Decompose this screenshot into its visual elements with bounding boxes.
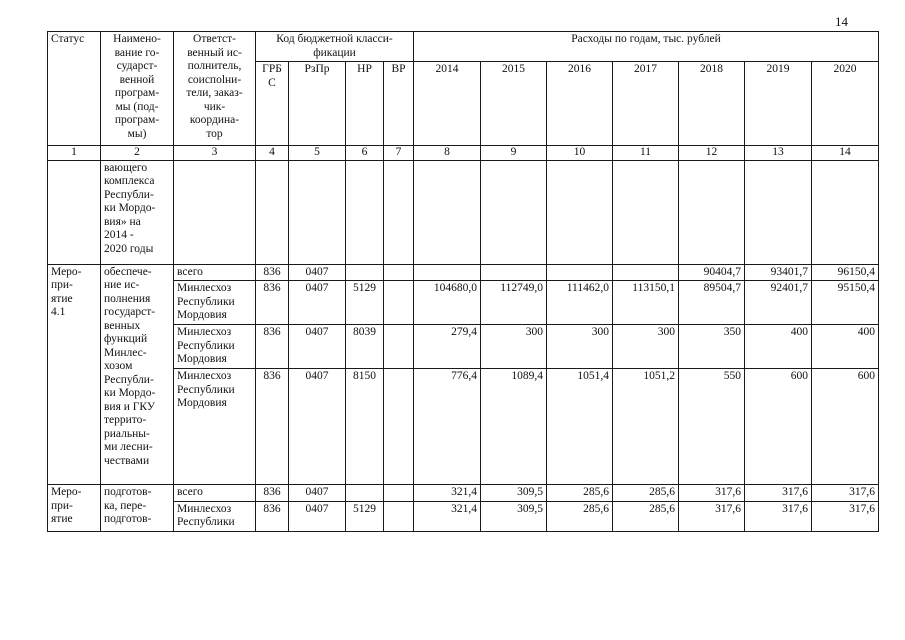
executor-cell: Минлесхоз Республики Мордовия xyxy=(174,369,256,485)
nr-cell: 8150 xyxy=(346,369,384,485)
page-number: 14 xyxy=(835,14,848,29)
year-value-cell: 300 xyxy=(547,325,613,369)
header-year: 2016 xyxy=(547,62,613,146)
year-value-cell: 317,6 xyxy=(812,485,879,502)
year-value-cell: 90404,7 xyxy=(679,264,745,281)
year-value-cell xyxy=(414,264,481,281)
column-number: 14 xyxy=(812,146,879,161)
executor-cell: всего xyxy=(174,264,256,281)
empty-cell xyxy=(384,160,414,264)
year-value-cell: 93401,7 xyxy=(745,264,812,281)
header-rzpr: РзПр xyxy=(289,62,346,146)
year-value-cell: 279,4 xyxy=(414,325,481,369)
vr-cell xyxy=(384,485,414,502)
header-year: 2014 xyxy=(414,62,481,146)
activity-status: Меро- при- ятие 4.1 xyxy=(48,264,101,485)
activity-name: обеспече- ние ис- полнения государст- венных функций Минлес- хозом Республи- ки Мордо- вия и ГКУ террито- риальны- ми лесни- чествами xyxy=(101,264,174,485)
year-value-cell: 1051,4 xyxy=(547,369,613,485)
year-value-cell: 89504,7 xyxy=(679,281,745,325)
header-year: 2018 xyxy=(679,62,745,146)
column-number: 5 xyxy=(289,146,346,161)
year-value-cell: 400 xyxy=(812,325,879,369)
year-value-cell: 1089,4 xyxy=(481,369,547,485)
year-value-cell: 400 xyxy=(745,325,812,369)
grbs-cell: 836 xyxy=(256,501,289,531)
executor-cell: Минлесхоз Республики xyxy=(174,501,256,531)
year-value-cell: 317,6 xyxy=(679,485,745,502)
grbs-cell: 836 xyxy=(256,485,289,502)
header-status: Статус xyxy=(48,32,101,146)
year-value-cell: 111462,0 xyxy=(547,281,613,325)
header-row xyxy=(48,32,879,62)
year-value-cell: 104680,0 xyxy=(414,281,481,325)
year-value-cell: 112749,0 xyxy=(481,281,547,325)
empty-cell xyxy=(414,160,481,264)
table-row xyxy=(48,485,879,502)
table-row xyxy=(48,264,879,281)
vr-cell xyxy=(384,264,414,281)
vr-cell xyxy=(384,501,414,531)
header-grbs: ГРБ С xyxy=(256,62,289,146)
column-number: 7 xyxy=(384,146,414,161)
header-year: 2017 xyxy=(613,62,679,146)
grbs-cell: 836 xyxy=(256,325,289,369)
year-value-cell: 285,6 xyxy=(547,501,613,531)
continuation-row xyxy=(48,160,879,264)
header-name: Наимено- вание го- сударст- венной програм- мы (под- програм- мы) xyxy=(101,32,174,146)
rzpr-cell: 0407 xyxy=(289,281,346,325)
rzpr-cell: 0407 xyxy=(289,485,346,502)
activity-name: подготов- ка, пере- подготов- xyxy=(101,485,174,532)
empty-cell xyxy=(174,160,256,264)
empty-cell xyxy=(289,160,346,264)
rzpr-cell: 0407 xyxy=(289,264,346,281)
nr-cell: 5129 xyxy=(346,281,384,325)
year-value-cell: 95150,4 xyxy=(812,281,879,325)
year-value-cell: 285,6 xyxy=(613,485,679,502)
year-value-cell: 1051,2 xyxy=(613,369,679,485)
year-value-cell: 285,6 xyxy=(547,485,613,502)
budget-table xyxy=(47,31,879,532)
year-value-cell: 350 xyxy=(679,325,745,369)
activity-status: Меро- при- ятие xyxy=(48,485,101,532)
column-number: 6 xyxy=(346,146,384,161)
year-value-cell: 776,4 xyxy=(414,369,481,485)
header-year: 2015 xyxy=(481,62,547,146)
header-expenses: Расходы по годам, тыс. рублей xyxy=(414,32,879,62)
column-number: 3 xyxy=(174,146,256,161)
column-number: 8 xyxy=(414,146,481,161)
year-value-cell xyxy=(481,264,547,281)
rzpr-cell: 0407 xyxy=(289,325,346,369)
column-number: 1 xyxy=(48,146,101,161)
header-executor: Ответст- венный ис- полнитель, соиспolни- тели, заказ- чик- координа- тор xyxy=(174,32,256,146)
year-value-cell: 550 xyxy=(679,369,745,485)
header-year: 2019 xyxy=(745,62,812,146)
grbs-cell: 836 xyxy=(256,264,289,281)
empty-cell xyxy=(256,160,289,264)
empty-cell xyxy=(613,160,679,264)
grbs-cell: 836 xyxy=(256,281,289,325)
column-number: 4 xyxy=(256,146,289,161)
empty-cell xyxy=(481,160,547,264)
year-value-cell: 317,6 xyxy=(745,485,812,502)
year-value-cell: 300 xyxy=(613,325,679,369)
column-numbers-row xyxy=(48,146,879,161)
year-value-cell: 285,6 xyxy=(613,501,679,531)
year-value-cell: 96150,4 xyxy=(812,264,879,281)
year-value-cell: 317,6 xyxy=(812,501,879,531)
empty-cell xyxy=(346,160,384,264)
column-number: 9 xyxy=(481,146,547,161)
year-value-cell: 317,6 xyxy=(679,501,745,531)
empty-cell xyxy=(745,160,812,264)
empty-cell xyxy=(679,160,745,264)
empty-cell xyxy=(547,160,613,264)
header-budget-code: Код бюджетной класси- фикации xyxy=(256,32,414,62)
year-value-cell xyxy=(547,264,613,281)
header-nr: НР xyxy=(346,62,384,146)
nr-cell: 8039 xyxy=(346,325,384,369)
year-value-cell: 600 xyxy=(812,369,879,485)
column-number: 2 xyxy=(101,146,174,161)
nr-cell: 5129 xyxy=(346,501,384,531)
vr-cell xyxy=(384,369,414,485)
year-value-cell: 113150,1 xyxy=(613,281,679,325)
column-number: 12 xyxy=(679,146,745,161)
year-value-cell: 92401,7 xyxy=(745,281,812,325)
rzpr-cell: 0407 xyxy=(289,501,346,531)
table-body xyxy=(48,32,879,532)
year-value-cell: 317,6 xyxy=(745,501,812,531)
executor-cell: Минлесхоз Республики Мордовия xyxy=(174,281,256,325)
column-number: 11 xyxy=(613,146,679,161)
rzpr-cell: 0407 xyxy=(289,369,346,485)
column-number: 13 xyxy=(745,146,812,161)
year-value-cell: 600 xyxy=(745,369,812,485)
vr-cell xyxy=(384,281,414,325)
vr-cell xyxy=(384,325,414,369)
year-value-cell: 309,5 xyxy=(481,501,547,531)
header-year: 2020 xyxy=(812,62,879,146)
year-value-cell: 321,4 xyxy=(414,501,481,531)
column-number: 10 xyxy=(547,146,613,161)
year-value-cell: 321,4 xyxy=(414,485,481,502)
year-value-cell: 300 xyxy=(481,325,547,369)
empty-cell xyxy=(812,160,879,264)
grbs-cell: 836 xyxy=(256,369,289,485)
executor-cell: всего xyxy=(174,485,256,502)
nr-cell xyxy=(346,264,384,281)
nr-cell xyxy=(346,485,384,502)
program-name-cell: вающего комплекса Республи- ки Мордо- вия» на 2014 - 2020 годы xyxy=(101,160,174,264)
status-cell xyxy=(48,160,101,264)
year-value-cell xyxy=(613,264,679,281)
header-vr: ВР xyxy=(384,62,414,146)
executor-cell: Минлесхоз Республики Мордовия xyxy=(174,325,256,369)
year-value-cell: 309,5 xyxy=(481,485,547,502)
